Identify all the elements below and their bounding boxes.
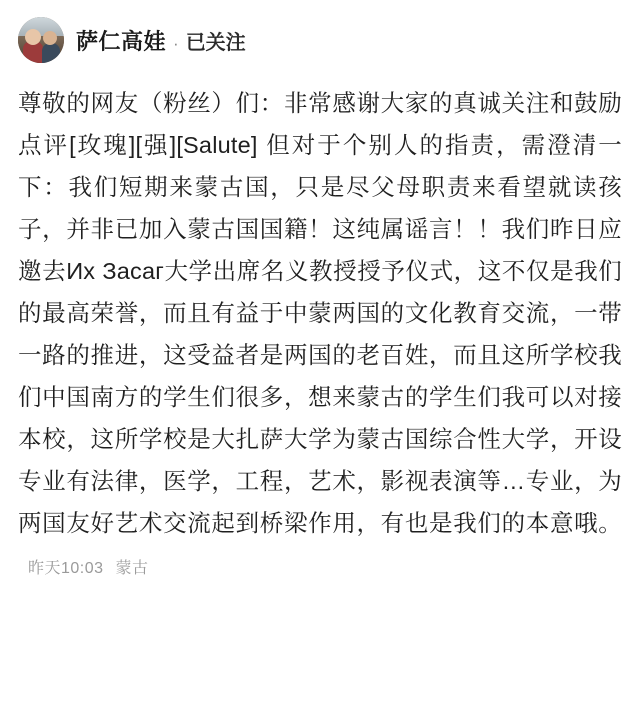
separator-dot: · (173, 33, 179, 53)
author-info (76, 25, 246, 56)
author-name[interactable]: 萨仁高娃 (76, 28, 167, 54)
avatar-person-right-body (42, 43, 60, 63)
post-timestamp: 昨天10:03 (28, 560, 104, 577)
avatar-person-left-head (25, 29, 41, 45)
avatar-person-right-head (43, 31, 57, 45)
follow-status-button[interactable]: 已关注 (185, 31, 246, 54)
post-body (18, 82, 622, 590)
avatar[interactable] (18, 17, 64, 63)
post-content-text: 尊敬的网友（粉丝）们：非常感谢大家的真诚关注和鼓励点评[玫瑰][强][Salute] 但对于个别人的指责，需澄清一下：我们短期来蒙古国，只是尽父母职责来看望就读孩子，并非已加入蒙古国国籍！这纯属谣言！！我们昨日应邀去Их Засаг大学出席名义教授授予仪式，这不仅是我们的最高荣誉，而且有益于中蒙两国的文化教育交流，一带一路的推进，这受益者是两国的老百姓，而且这所学校我们中国南方的学生们很多，想来蒙古的学生们我可以对接本校，这所学校是大扎萨大学为蒙古国综合性大学，开设专业有法律，医学，工程，艺术，影视表演等…专业，为两国友好艺术交流起到桥梁作用，有也是我们的本意哦。 (18, 90, 622, 536)
post-location: 蒙古 (115, 560, 149, 577)
post-header (18, 14, 622, 66)
post-meta (28, 560, 149, 577)
